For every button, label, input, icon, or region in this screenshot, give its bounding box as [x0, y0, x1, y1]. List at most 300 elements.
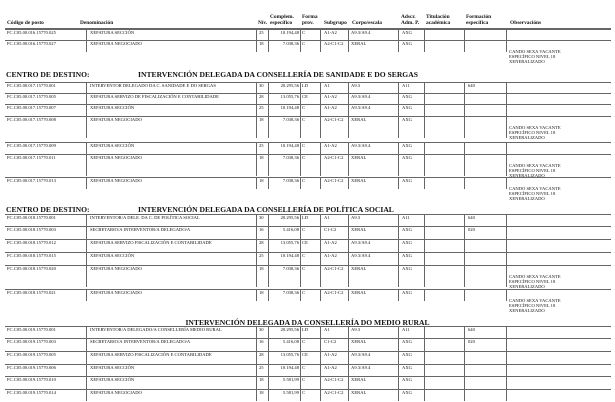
cell-nivel: 25 [259, 30, 264, 35]
column-divider [348, 389, 349, 401]
cell-denominacion: XEFATURA SECCIÓN [90, 143, 135, 148]
column-divider [348, 116, 349, 138]
column-divider [464, 154, 465, 176]
cell-nivel: 18 [259, 41, 264, 46]
column-divider [424, 338, 425, 351]
cell-complem: 5.581,99 [282, 377, 299, 382]
column-divider [398, 154, 399, 176]
column-divider [320, 364, 321, 376]
column-divider [86, 214, 87, 226]
cell-code: FC.C05.00.017.15770.007 [7, 105, 56, 110]
column-divider [464, 289, 465, 301]
column-divider [464, 239, 465, 252]
column-divider [86, 338, 87, 351]
cell-denominacion: XEFATURA SECCIÓN [90, 30, 135, 35]
column-divider [256, 326, 257, 338]
column-divider [464, 29, 465, 40]
column-divider [348, 252, 349, 265]
column-divider [86, 93, 87, 104]
section-label: CENTRO DE DESTINO: [6, 70, 90, 79]
cell-corpo: XERAL [351, 227, 367, 232]
column-divider [464, 214, 465, 226]
column-divider [300, 376, 301, 389]
column-divider [256, 351, 257, 364]
cell-nivel: 18 [259, 377, 264, 382]
column-divider [320, 40, 321, 52]
cell-formacion: 640 [468, 215, 475, 220]
cell-complem: 13.055,76 [280, 352, 299, 357]
cell-forma: C [302, 117, 306, 122]
column-divider [506, 226, 507, 239]
cell-forma: C [302, 155, 306, 160]
cell-code: FC.C05.00.017.15770.013 [7, 178, 56, 183]
cell-denominacion: XEFATURA SERVIZO FISCALIZACIÓN E CONTABILIDADE [90, 352, 212, 357]
column-divider [256, 82, 257, 93]
column-divider [300, 226, 301, 239]
cell-complem: 7.038,36 [282, 117, 299, 122]
cell-complem: 10.194,48 [280, 365, 299, 370]
cell-adscr: AXG [402, 290, 412, 295]
section-title: INTERVENCIÓN DELEGADA DA CONSELLERÍA DE SANIDADE E DO SERGAS [138, 70, 418, 79]
cell-code: FC.C05.00.018.15770.020 [7, 266, 56, 271]
cell-subgrupo: A1-A2 [324, 30, 337, 35]
column-divider [86, 376, 87, 389]
cell-observacions: CANDO SEXA VACANTE ESPECÍFICO NIVEL 18 XENERALIZADO [509, 125, 561, 141]
column-divider [506, 338, 507, 351]
column-divider [506, 351, 507, 364]
cell-corpo: XERAL [351, 377, 367, 382]
column-divider [424, 214, 425, 226]
cell-corpo: XERAL [351, 266, 367, 271]
column-divider [300, 154, 301, 176]
cell-corpo: A9.3 [351, 327, 361, 332]
column-divider [320, 104, 321, 116]
column-divider [398, 226, 399, 239]
column-divider [464, 104, 465, 116]
cell-code: FC.C05.00.017.15770.011 [7, 155, 56, 160]
column-divider [256, 338, 257, 351]
cell-complem: 10.194,48 [280, 253, 299, 258]
column-divider [300, 351, 301, 364]
cell-denominacion: INTERVENTOR/A DELE. DA C. DE POLÍTICA SOCIAL [90, 215, 200, 220]
cell-complem: 7.038,36 [282, 155, 299, 160]
column-divider [348, 376, 349, 389]
column-divider [506, 82, 507, 93]
column-divider [424, 289, 425, 301]
column-divider [300, 40, 301, 52]
cell-corpo: XERAL [351, 117, 367, 122]
column-divider [86, 29, 87, 40]
cell-corpo: XERAL [351, 290, 367, 295]
column-divider [256, 29, 257, 40]
cell-subgrupo: A2-C1-C2 [324, 390, 344, 395]
cell-complem: 20.295,56 [280, 327, 299, 332]
cell-forma: CE [302, 240, 308, 245]
column-divider [300, 214, 301, 226]
column-divider [506, 252, 507, 265]
column-divider [506, 376, 507, 389]
column-divider [424, 252, 425, 265]
cell-formacion: 640 [468, 83, 475, 88]
column-divider [256, 40, 257, 52]
column-divider [256, 376, 257, 389]
cell-adscr: AXG [402, 94, 412, 99]
cell-code: FC.C05.00.019.15770.006 [7, 365, 56, 370]
cell-forma: C [302, 253, 306, 258]
cell-corpo: A9.3/A9.4 [351, 365, 371, 370]
cell-adscr: AXG [402, 143, 412, 148]
cell-denominacion: XEFATURA SECCIÓN [90, 377, 135, 382]
column-divider [398, 376, 399, 389]
cell-nivel: 18 [259, 266, 264, 271]
cell-observacions: CANDO SEXA VACANTE ESPECÍFICO NIVEL 18 XENERALIZADO [509, 186, 561, 202]
column-divider [506, 364, 507, 376]
column-divider [348, 289, 349, 301]
column-divider [256, 177, 257, 189]
column-divider [424, 351, 425, 364]
cell-subgrupo: C1-C2 [324, 339, 337, 344]
column-divider [464, 252, 465, 265]
cell-forma: C [302, 178, 306, 183]
cell-corpo: A9.3/A9.4 [351, 352, 371, 357]
column-divider [300, 265, 301, 287]
column-divider [256, 214, 257, 226]
cell-adscr: AXG [402, 41, 412, 46]
cell-nivel: 25 [259, 105, 264, 110]
cell-forma: C [302, 290, 306, 295]
cell-subgrupo: A1-A2 [324, 253, 337, 258]
cell-subgrupo: A2-C1-C2 [324, 155, 344, 160]
cell-code: FC.C05.00.018.15770.015 [7, 253, 56, 258]
cell-denominacion: XEFATURA SECCIÓN [90, 365, 135, 370]
column-divider [256, 289, 257, 301]
cell-adscr: AXG [402, 30, 412, 35]
col-header-codigo: Código de posto [7, 20, 44, 26]
cell-denominacion: SECRETARIO/A INTERVENTOR/A DELEGADO/A [90, 227, 191, 232]
column-divider [398, 239, 399, 252]
column-divider [464, 142, 465, 154]
column-divider [506, 93, 507, 104]
column-divider [424, 116, 425, 138]
col-header-adscr: Adscr. Adm. P. [401, 14, 420, 26]
column-divider [348, 214, 349, 226]
column-divider [300, 116, 301, 138]
column-divider [398, 326, 399, 338]
cell-corpo: XERAL [351, 390, 367, 395]
cell-subgrupo: A2-C1-C2 [324, 377, 344, 382]
section-title: INTERVENCIÓN DELEGADA DA CONSELLERÍA DE POLÍTICA SOCIAL [138, 205, 394, 214]
cell-complem: 5.416,08 [282, 339, 299, 344]
cell-adscr: AXG [402, 253, 412, 258]
column-divider [424, 29, 425, 40]
column-divider [424, 265, 425, 287]
column-divider [424, 326, 425, 338]
cell-nivel: 30 [259, 83, 264, 88]
column-divider [348, 40, 349, 52]
cell-complem: 10.194,48 [280, 143, 299, 148]
cell-complem: 7.038,36 [282, 178, 299, 183]
column-divider [320, 226, 321, 239]
column-divider [464, 93, 465, 104]
column-divider [424, 226, 425, 239]
column-divider [256, 116, 257, 138]
column-divider [424, 82, 425, 93]
column-divider [300, 142, 301, 154]
column-divider [506, 389, 507, 401]
cell-code: FC.C05.00.017.15770.008 [7, 117, 56, 122]
column-divider [300, 252, 301, 265]
cell-forma: C [302, 41, 306, 46]
cell-complem: 7.038,36 [282, 266, 299, 271]
column-divider [86, 82, 87, 93]
column-divider [398, 351, 399, 364]
cell-nivel: 25 [259, 253, 264, 258]
cell-nivel: 18 [259, 390, 264, 395]
column-divider [424, 154, 425, 176]
column-divider [320, 93, 321, 104]
cell-complem: 13.055,76 [280, 240, 299, 245]
cell-formacion: 020 [468, 227, 475, 232]
column-divider [256, 239, 257, 252]
cell-code: FC.C05.00.016.15770.025 [7, 30, 56, 35]
cell-code: FC.C05.00.018.15770.001 [7, 215, 56, 220]
column-divider [86, 326, 87, 338]
cell-nivel: 28 [259, 352, 264, 357]
cell-corpo: A9.3/A9.4 [351, 105, 371, 110]
cell-complem: 7.038,36 [282, 41, 299, 46]
cell-denominacion: XEFATURA SECCIÓN [90, 253, 135, 258]
column-divider [464, 265, 465, 287]
column-divider [86, 364, 87, 376]
cell-nivel: 18 [259, 290, 264, 295]
column-divider [506, 265, 507, 287]
col-header-titulacion: Titulación académica [426, 14, 451, 26]
cell-forma: C [302, 377, 306, 382]
cell-adscr: AXG [402, 240, 412, 245]
cell-adscr: AXG [402, 266, 412, 271]
cell-nivel: 25 [259, 365, 264, 370]
column-divider [256, 265, 257, 287]
cell-forma: C [302, 339, 306, 344]
column-divider [320, 252, 321, 265]
column-divider [320, 265, 321, 287]
cell-observacions: CANDO SEXA VACANTE ESPECÍFICO NIVEL 18 XENERALIZADO [509, 298, 561, 314]
column-divider [398, 104, 399, 116]
column-divider [256, 389, 257, 401]
cell-forma: C [302, 143, 306, 148]
column-divider [506, 104, 507, 116]
cell-adscr: AXG [402, 352, 412, 357]
cell-nivel: 30 [259, 215, 264, 220]
column-divider [320, 376, 321, 389]
column-divider [300, 29, 301, 40]
column-divider [506, 289, 507, 301]
cell-subgrupo: A1 [324, 327, 330, 332]
column-divider [398, 338, 399, 351]
column-divider [320, 154, 321, 176]
cell-subgrupo: A2-C1-C2 [324, 290, 344, 295]
cell-denominacion: XEFATURA NEGOCIADO [90, 41, 142, 46]
column-divider [398, 177, 399, 189]
cell-adscr: AXG [402, 178, 412, 183]
col-header-denominacion: Denominación [80, 20, 114, 26]
cell-code: FC.C05.00.018.15770.003 [7, 227, 56, 232]
column-divider [86, 289, 87, 301]
cell-code: FC.C05.00.019.15770.001 [7, 327, 56, 332]
cell-complem: 5.581,99 [282, 390, 299, 395]
column-divider [348, 142, 349, 154]
cell-nivel: 28 [259, 240, 264, 245]
cell-subgrupo: C1-C2 [324, 227, 337, 232]
cell-adscr: AXG [402, 105, 412, 110]
cell-complem: 5.416,08 [282, 227, 299, 232]
column-divider [464, 116, 465, 138]
column-divider [300, 177, 301, 189]
column-divider [398, 265, 399, 287]
column-divider [86, 351, 87, 364]
column-divider [348, 265, 349, 287]
cell-formacion: 640 [468, 327, 475, 332]
column-divider [86, 177, 87, 189]
column-divider [300, 364, 301, 376]
column-divider [464, 326, 465, 338]
cell-nivel: 28 [259, 94, 264, 99]
column-divider [348, 338, 349, 351]
column-divider [424, 142, 425, 154]
column-divider [464, 351, 465, 364]
cell-denominacion: XEFATURA NEGOCIADO [90, 266, 142, 271]
column-divider [320, 214, 321, 226]
column-divider [398, 142, 399, 154]
cell-corpo: A9.3/A9.4 [351, 143, 371, 148]
cell-subgrupo: A1 [324, 215, 330, 220]
cell-code: FC.C05.00.019.15770.014 [7, 390, 56, 395]
cell-observacions: CANDO SEXA VACANTE ESPECÍFICO NIVEL 18 XENERALIZADO [509, 163, 561, 179]
cell-adscr: AXG [402, 227, 412, 232]
column-divider [86, 389, 87, 401]
cell-denominacion: XEFATURA SERVIZO DE FISCALIZACIÓN E CONTABILIDADE [90, 94, 219, 99]
cell-complem: 7.038,36 [282, 290, 299, 295]
column-divider [348, 177, 349, 189]
cell-forma: C [302, 105, 306, 110]
column-divider [398, 29, 399, 40]
column-divider [256, 154, 257, 176]
cell-adscr: A11 [402, 83, 410, 88]
cell-nivel: 18 [259, 155, 264, 160]
cell-denominacion: XEFATURA NEGOCIADO [90, 155, 142, 160]
cell-denominacion: SECRETARIO/A INTERVENTOR/A DELEGADO/A [90, 339, 191, 344]
cell-code: FC.C05.00.019.15770.003 [7, 339, 56, 344]
column-divider [256, 142, 257, 154]
column-divider [506, 177, 507, 189]
cell-subgrupo: A2-C1-C2 [324, 117, 344, 122]
column-divider [86, 104, 87, 116]
cell-code: FC.C05.00.017.15770.005 [7, 94, 56, 99]
column-divider [320, 82, 321, 93]
cell-corpo: XERAL [351, 178, 367, 183]
cell-forma: C [302, 30, 306, 35]
cell-subgrupo: A1-A2 [324, 143, 337, 148]
column-divider [424, 177, 425, 189]
column-divider [464, 226, 465, 239]
column-divider [300, 338, 301, 351]
cell-adscr: AXG [402, 155, 412, 160]
cell-complem: 10.194,48 [280, 30, 299, 35]
cell-forma: LD [302, 83, 309, 88]
column-divider [348, 154, 349, 176]
column-divider [320, 326, 321, 338]
cell-denominacion: XEFATURA NEGOCIADO [90, 390, 142, 395]
column-divider [300, 104, 301, 116]
cell-adscr: A11 [402, 327, 410, 332]
cell-complem: 10.194,48 [280, 105, 299, 110]
column-divider [320, 289, 321, 301]
column-divider [398, 289, 399, 301]
cell-observacions: CANDO SEXA VACANTE ESPECÍFICO NIVEL 18 XENERALIZADO [509, 274, 561, 290]
cell-corpo: A9.3/A9.4 [351, 253, 371, 258]
cell-corpo: XERAL [351, 339, 367, 344]
cell-subgrupo: A1-A2 [324, 365, 337, 370]
column-divider [506, 154, 507, 176]
cell-subgrupo: A1-A2 [324, 352, 337, 357]
cell-subgrupo: A2-C1-C2 [324, 266, 344, 271]
column-divider [256, 364, 257, 376]
cell-code: FC.C05.00.018.15770.012 [7, 240, 56, 245]
column-divider [256, 252, 257, 265]
cell-complem: 20.295,56 [280, 83, 299, 88]
column-divider [424, 364, 425, 376]
column-divider [506, 142, 507, 154]
col-header-nivel: Nív. [258, 20, 268, 26]
cell-corpo: A9.3/A9.4 [351, 240, 371, 245]
column-divider [256, 104, 257, 116]
column-divider [86, 265, 87, 287]
column-divider [398, 93, 399, 104]
column-divider [256, 93, 257, 104]
column-divider [86, 239, 87, 252]
column-divider [86, 142, 87, 154]
column-divider [398, 364, 399, 376]
section-title: INTERVENCIÓN DELEGADA DA CONSELLERÍA DO MEDIO RURAL [185, 318, 430, 327]
column-divider [348, 226, 349, 239]
cell-complem: 13.055,76 [280, 94, 299, 99]
cell-subgrupo: A1-A2 [324, 105, 337, 110]
cell-forma: C [302, 365, 306, 370]
column-divider [398, 40, 399, 52]
column-divider [320, 338, 321, 351]
col-header-observacions: Observacións [510, 20, 542, 26]
column-divider [464, 376, 465, 389]
cell-formacion: 020 [468, 339, 475, 344]
col-header-forma: Forma prov. [302, 14, 318, 26]
column-divider [464, 82, 465, 93]
cell-nivel: 18 [259, 117, 264, 122]
column-divider [506, 239, 507, 252]
cell-corpo: A9.3/A9.4 [351, 94, 371, 99]
col-header-corpo: Corpo/escala [352, 20, 382, 26]
col-header-formacion: Formación específica [466, 14, 492, 26]
column-divider [320, 142, 321, 154]
cell-denominacion: INTERVENTOR/A DELEGADO/A CONSELLERÍA MEDIO RURAL [90, 327, 222, 332]
column-divider [424, 239, 425, 252]
cell-observacions: CANDO SEXA VACANTE ESPECÍFICO NIVEL 18 XENERALIZADO [509, 49, 561, 65]
cell-forma: C [302, 390, 306, 395]
column-divider [300, 239, 301, 252]
cell-subgrupo: A1 [324, 83, 330, 88]
column-divider [320, 351, 321, 364]
column-divider [348, 104, 349, 116]
col-header-complem: Complem. específico [270, 14, 294, 26]
